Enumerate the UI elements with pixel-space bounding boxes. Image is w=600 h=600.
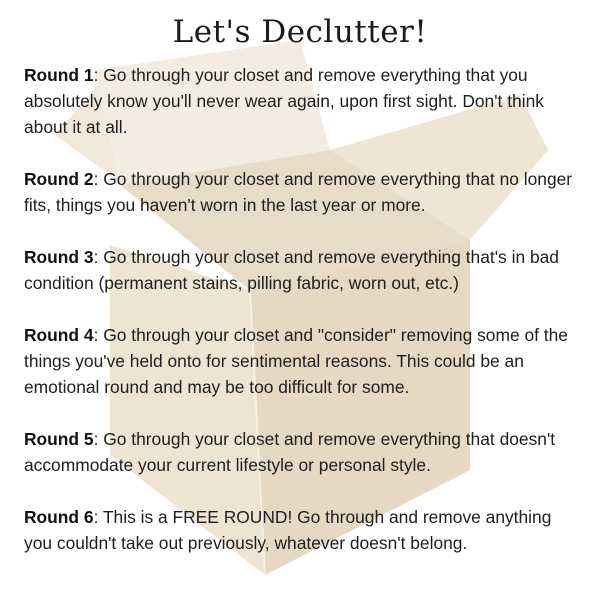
round-item [24,244,580,296]
rounds-list [24,62,580,582]
round-label: Round 3 [24,247,94,267]
round-item [24,166,580,218]
round-item [24,62,580,140]
page-title: Let's Declutter! [172,14,428,50]
round-label: Round 5 [24,429,94,449]
round-item [24,426,580,478]
round-text: : Go through your closet and remove everything that you absolutely know you'll never wear again, upon first sight. Don't think about it at all. [24,65,544,137]
round-label: Round 4 [24,325,94,345]
round-label: Round 6 [24,507,94,527]
round-text: : Go through your closet and "consider" removing some of the things you've held onto for sentimental reasons. This could be an emotional round and may be too difficult for some. [24,325,568,397]
round-label: Round 2 [24,169,94,189]
round-item [24,504,580,556]
round-item [24,322,580,400]
round-text: : Go through your closet and remove everything that's in bad condition (permanent stains, pilling fabric, worn out, etc.) [24,247,559,293]
round-label: Round 1 [24,65,94,85]
round-text: : Go through your closet and remove everything that doesn't accommodate your current lifestyle or personal style. [24,429,556,475]
round-text: : This is a FREE ROUND! Go through and remove anything you couldn't take out previously, whatever doesn't belong. [24,507,552,553]
round-text: : Go through your closet and remove everything that no longer fits, things you haven't worn in the last year or more. [24,169,573,215]
